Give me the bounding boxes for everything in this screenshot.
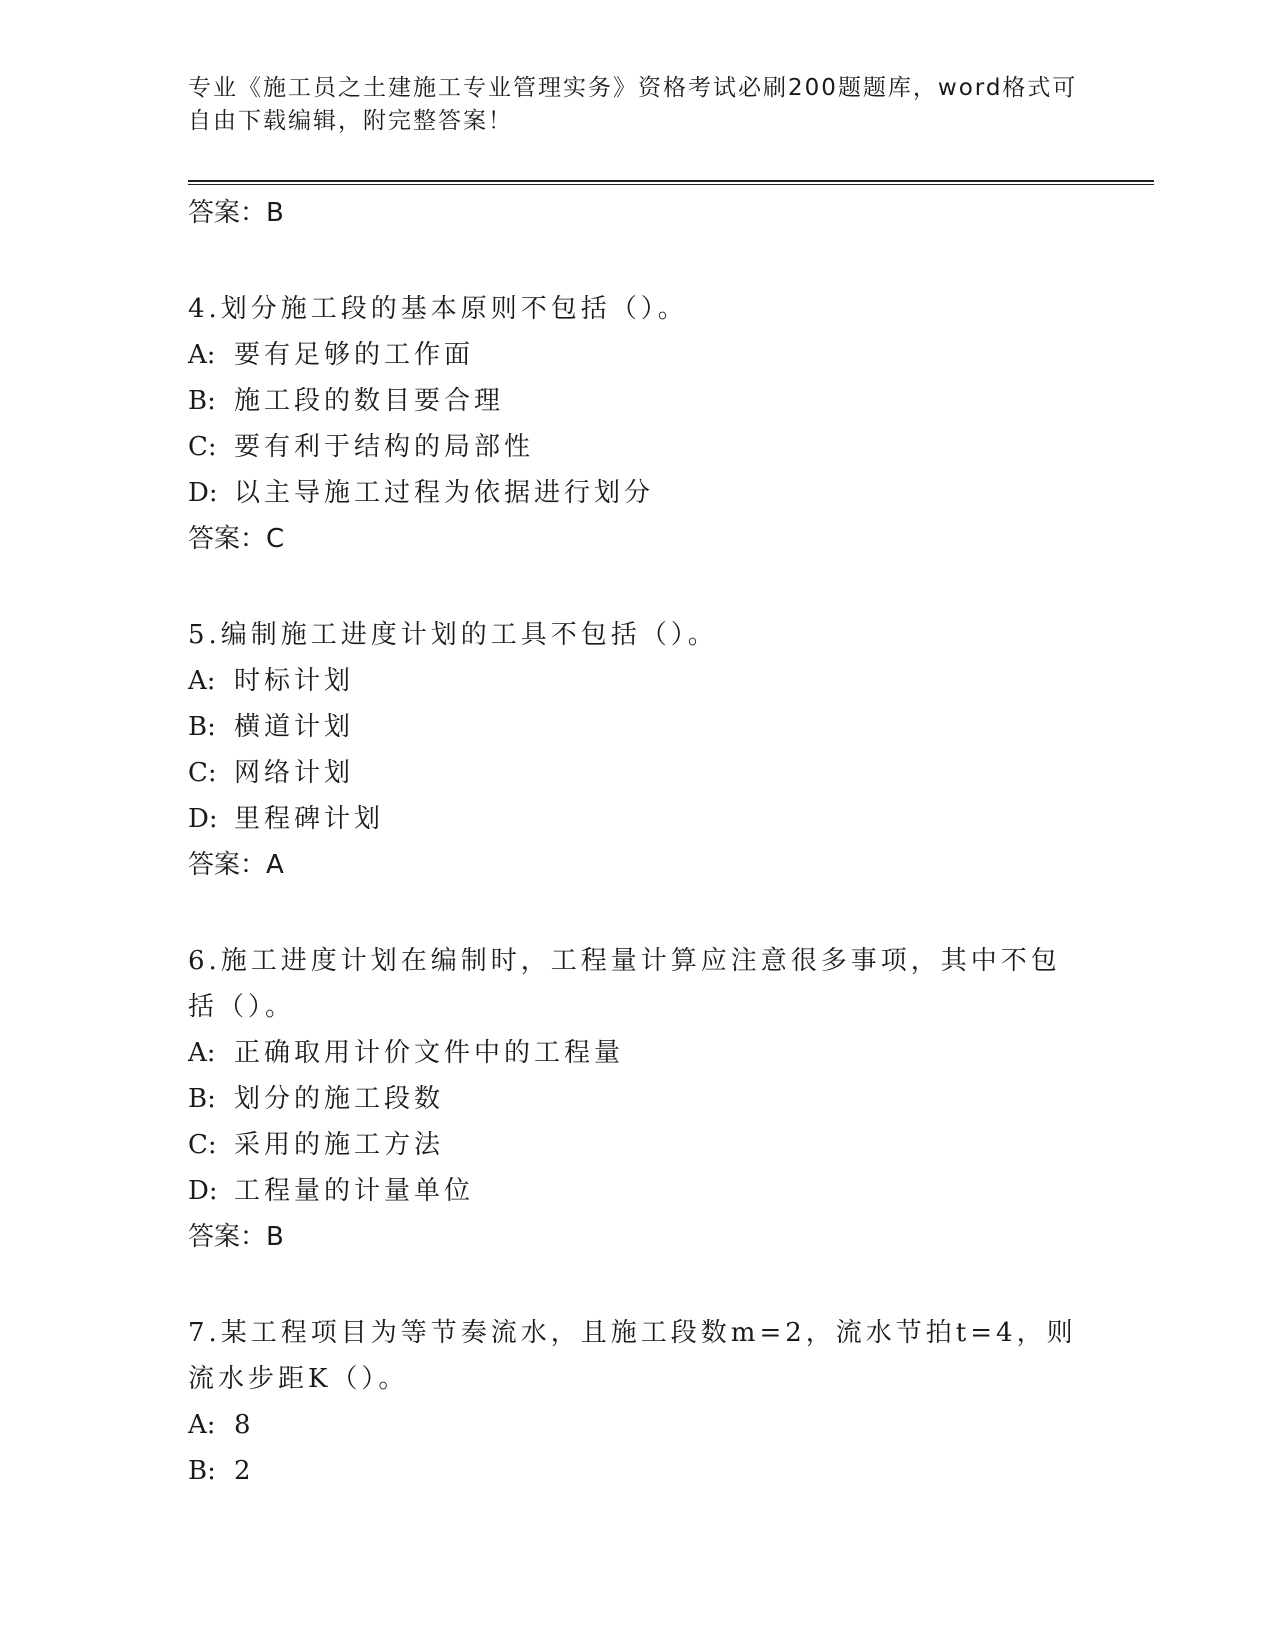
option-text: 工程量的计量单位 [234,1176,475,1206]
option-text: 2 [234,1456,255,1486]
option-a [188,1030,1088,1076]
option-letter: C: [188,758,217,788]
option-text: 要有利于结构的局部性 [234,432,535,462]
option-letter: B: [188,1456,216,1486]
question-block [188,612,1088,888]
option-a [188,332,1088,378]
option-letter: C: [188,1130,217,1160]
option-d [188,470,1088,516]
option-letter: A: [188,340,216,370]
question-block [188,286,1088,562]
option-letter: A: [188,1410,216,1440]
question-list [188,190,1088,1494]
option-text: 采用的施工方法 [234,1130,445,1160]
header-divider [188,180,1154,182]
option-letter: C: [188,432,217,462]
option-text: 8 [234,1410,255,1440]
option-letter: B: [188,386,216,416]
option-text: 网络计划 [234,758,355,788]
option-b [188,1076,1088,1122]
question-text: 5.编制施工进度计划的工具不包括（）。 [188,620,718,650]
option-b [188,704,1088,750]
question-block [188,1310,1088,1494]
option-c [188,424,1088,470]
document-header: 专业《施工员之土建施工专业管理实务》资格考试必刷200题题库，word格式可自由下载编辑，附完整答案！ [188,75,1078,134]
option-text: 里程碑计划 [234,804,385,834]
option-text: 时标计划 [234,666,355,696]
question-text: 4.划分施工段的基本原则不包括（）。 [188,294,688,324]
option-a [188,658,1088,704]
option-letter: D: [188,478,218,508]
option-text: 横道计划 [234,712,355,742]
question-text: 7.某工程项目为等节奏流水，且施工段数m=2，流水节拍t=4，则流水步距K（）。 [188,1318,1077,1394]
option-text: 划分的施工段数 [234,1084,445,1114]
option-text: 以主导施工过程为依据进行划分 [234,478,655,508]
option-d [188,1168,1088,1214]
header-divider-thin [188,184,1154,185]
option-letter: D: [188,804,218,834]
option-letter: D: [188,1176,218,1206]
option-b [188,378,1088,424]
option-letter: B: [188,712,216,742]
option-letter: B: [188,1084,216,1114]
option-text: 施工段的数目要合理 [234,386,505,416]
option-d [188,796,1088,842]
answer-label: 答案：C [188,524,285,554]
question-text: 6.施工进度计划在编制时，工程量计算应注意很多事项，其中不包括（）。 [188,946,1061,1022]
option-text: 要有足够的工作面 [234,340,475,370]
answer-label: 答案：A [188,850,284,880]
question-block [188,938,1088,1260]
option-text: 正确取用计价文件中的工程量 [234,1038,625,1068]
option-a [188,1402,1088,1448]
option-letter: A: [188,666,216,696]
option-letter: A: [188,1038,216,1068]
option-c [188,750,1088,796]
option-b [188,1448,1088,1494]
answer-label: 答案：B [188,198,284,228]
answer-label: 答案：B [188,1222,284,1252]
option-c [188,1122,1088,1168]
